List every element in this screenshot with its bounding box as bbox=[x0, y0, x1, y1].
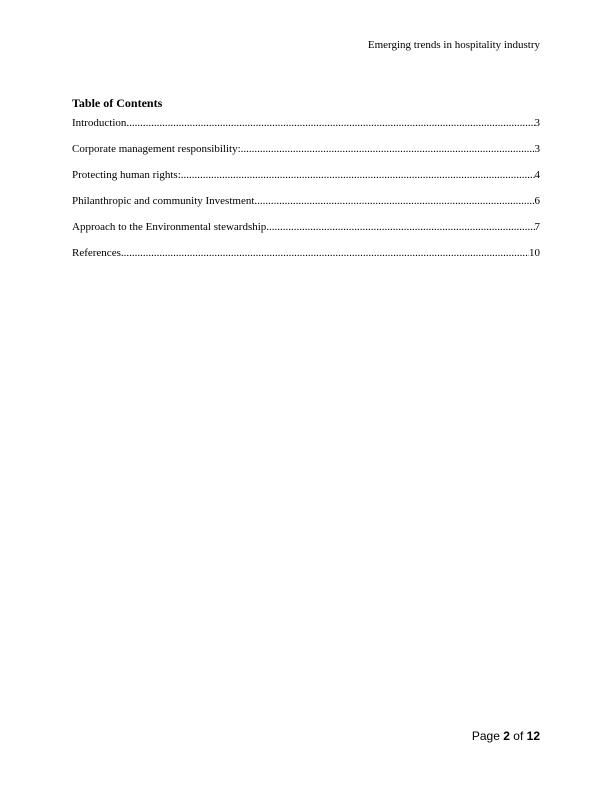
toc-dot-leader bbox=[121, 246, 529, 260]
footer-page-word: Page bbox=[471, 729, 500, 743]
toc-dot-leader bbox=[241, 142, 535, 156]
footer-of-word: of bbox=[513, 729, 524, 743]
table-of-contents bbox=[72, 96, 540, 272]
toc-title: Table of Contents bbox=[72, 96, 163, 110]
toc-entry-label: Approach to the Environmental stewardship bbox=[72, 221, 267, 233]
toc-entry-introduction[interactable] bbox=[72, 116, 540, 130]
toc-entry-label: References bbox=[72, 247, 121, 259]
toc-dot-leader bbox=[254, 194, 534, 208]
running-header: Emerging trends in hospitality industry bbox=[367, 39, 540, 51]
toc-entry-label: Protecting human rights: bbox=[72, 169, 181, 181]
footer-current-page: 2 bbox=[503, 729, 510, 743]
toc-entry-human-rights[interactable] bbox=[72, 168, 540, 182]
toc-entry-references[interactable] bbox=[72, 246, 540, 260]
toc-entry-page: 3 bbox=[534, 143, 540, 155]
toc-entry-corporate-management[interactable] bbox=[72, 142, 540, 156]
toc-entry-label: Introduction bbox=[72, 117, 127, 129]
toc-entry-page: 4 bbox=[534, 169, 540, 181]
toc-dot-leader bbox=[126, 116, 534, 130]
toc-entry-philanthropic[interactable] bbox=[72, 194, 540, 208]
toc-entry-page: 3 bbox=[534, 117, 540, 129]
toc-entry-label: Corporate management responsibility: bbox=[72, 143, 241, 155]
toc-entry-page: 10 bbox=[529, 247, 540, 259]
toc-entry-label: Philanthropic and community Investment bbox=[72, 195, 255, 207]
toc-dot-leader bbox=[266, 220, 534, 234]
toc-entry-page: 7 bbox=[534, 221, 540, 233]
page-number-footer bbox=[472, 729, 540, 743]
toc-entry-environmental[interactable] bbox=[72, 220, 540, 234]
toc-dot-leader bbox=[181, 168, 535, 182]
footer-total-pages: 12 bbox=[526, 729, 540, 743]
toc-entry-page: 6 bbox=[534, 195, 540, 207]
